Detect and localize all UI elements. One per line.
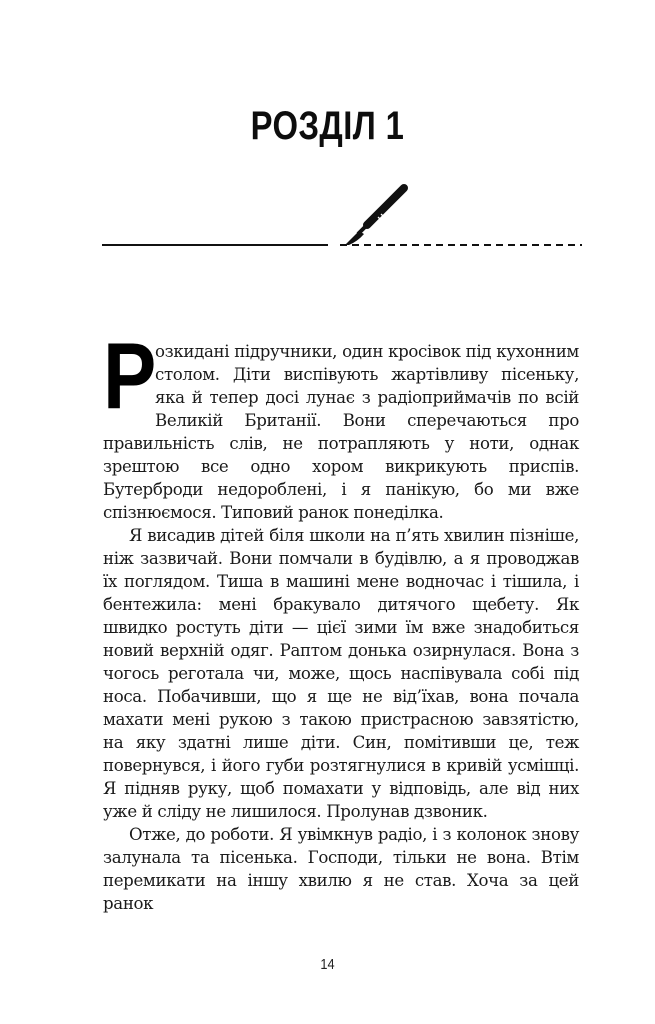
scalpel-icon (345, 188, 404, 245)
page-number: 14 (320, 956, 335, 973)
paragraph: Отже, до роботи. Я увімкнув радіо, і з колонок знову залунала та пісенька. Господи, тільки не вона. Втім перемикати на іншу хвилю я не став. Хоча за цей ранок (103, 825, 579, 913)
chapter-title: РОЗДІЛ 1 (250, 104, 405, 148)
chapter-divider (100, 178, 582, 258)
paragraph (103, 323, 579, 524)
drop-cap: Р (103, 323, 157, 428)
paragraph: Я висадив дітей біля школи на п’ять хвилин пізніше, ніж зазвичай. Вони помчали в будівлю, а я проводжав їх поглядом. Тиша в машині мене водночас і тішила, і бентежила: мені бракувало дитячого щебету. Як швидко ростуть діти — цієї зими їм вже знадобиться новий верхній одяг. Раптом донька озирнулася. Вона з чогось реготала чи, може, щось наспівувала собі під носа. Побачивши, що я ще не від’їхав, вона почала махати мені рукою з такою пристрасною завзятістю, на яку здатні лише діти. Син, помітивши це, теж повернувся, і його губи розтягнулися в кривій усмішці. Я підняв руку, щоб помахати у відповідь, але від них уже й сліду не лишилося. Пролунав дзвоник. (103, 526, 579, 821)
paragraph-text: озкидані підручники, один кросівок під кухонним столом. Діти виспівують жартівливу пісеньку, яка й тепер досі лунає з радіоприймачів по всій Великій Британії. Вони сперечаються про правильність слів, не потрапляють у ноти, однак зрештою все одно хором викрикують приспів. Бутерброди недороблені, і я панікую, бо ми вже спізнюємося. Типовий ранок понеділка. (103, 342, 579, 522)
body-text (103, 323, 579, 915)
